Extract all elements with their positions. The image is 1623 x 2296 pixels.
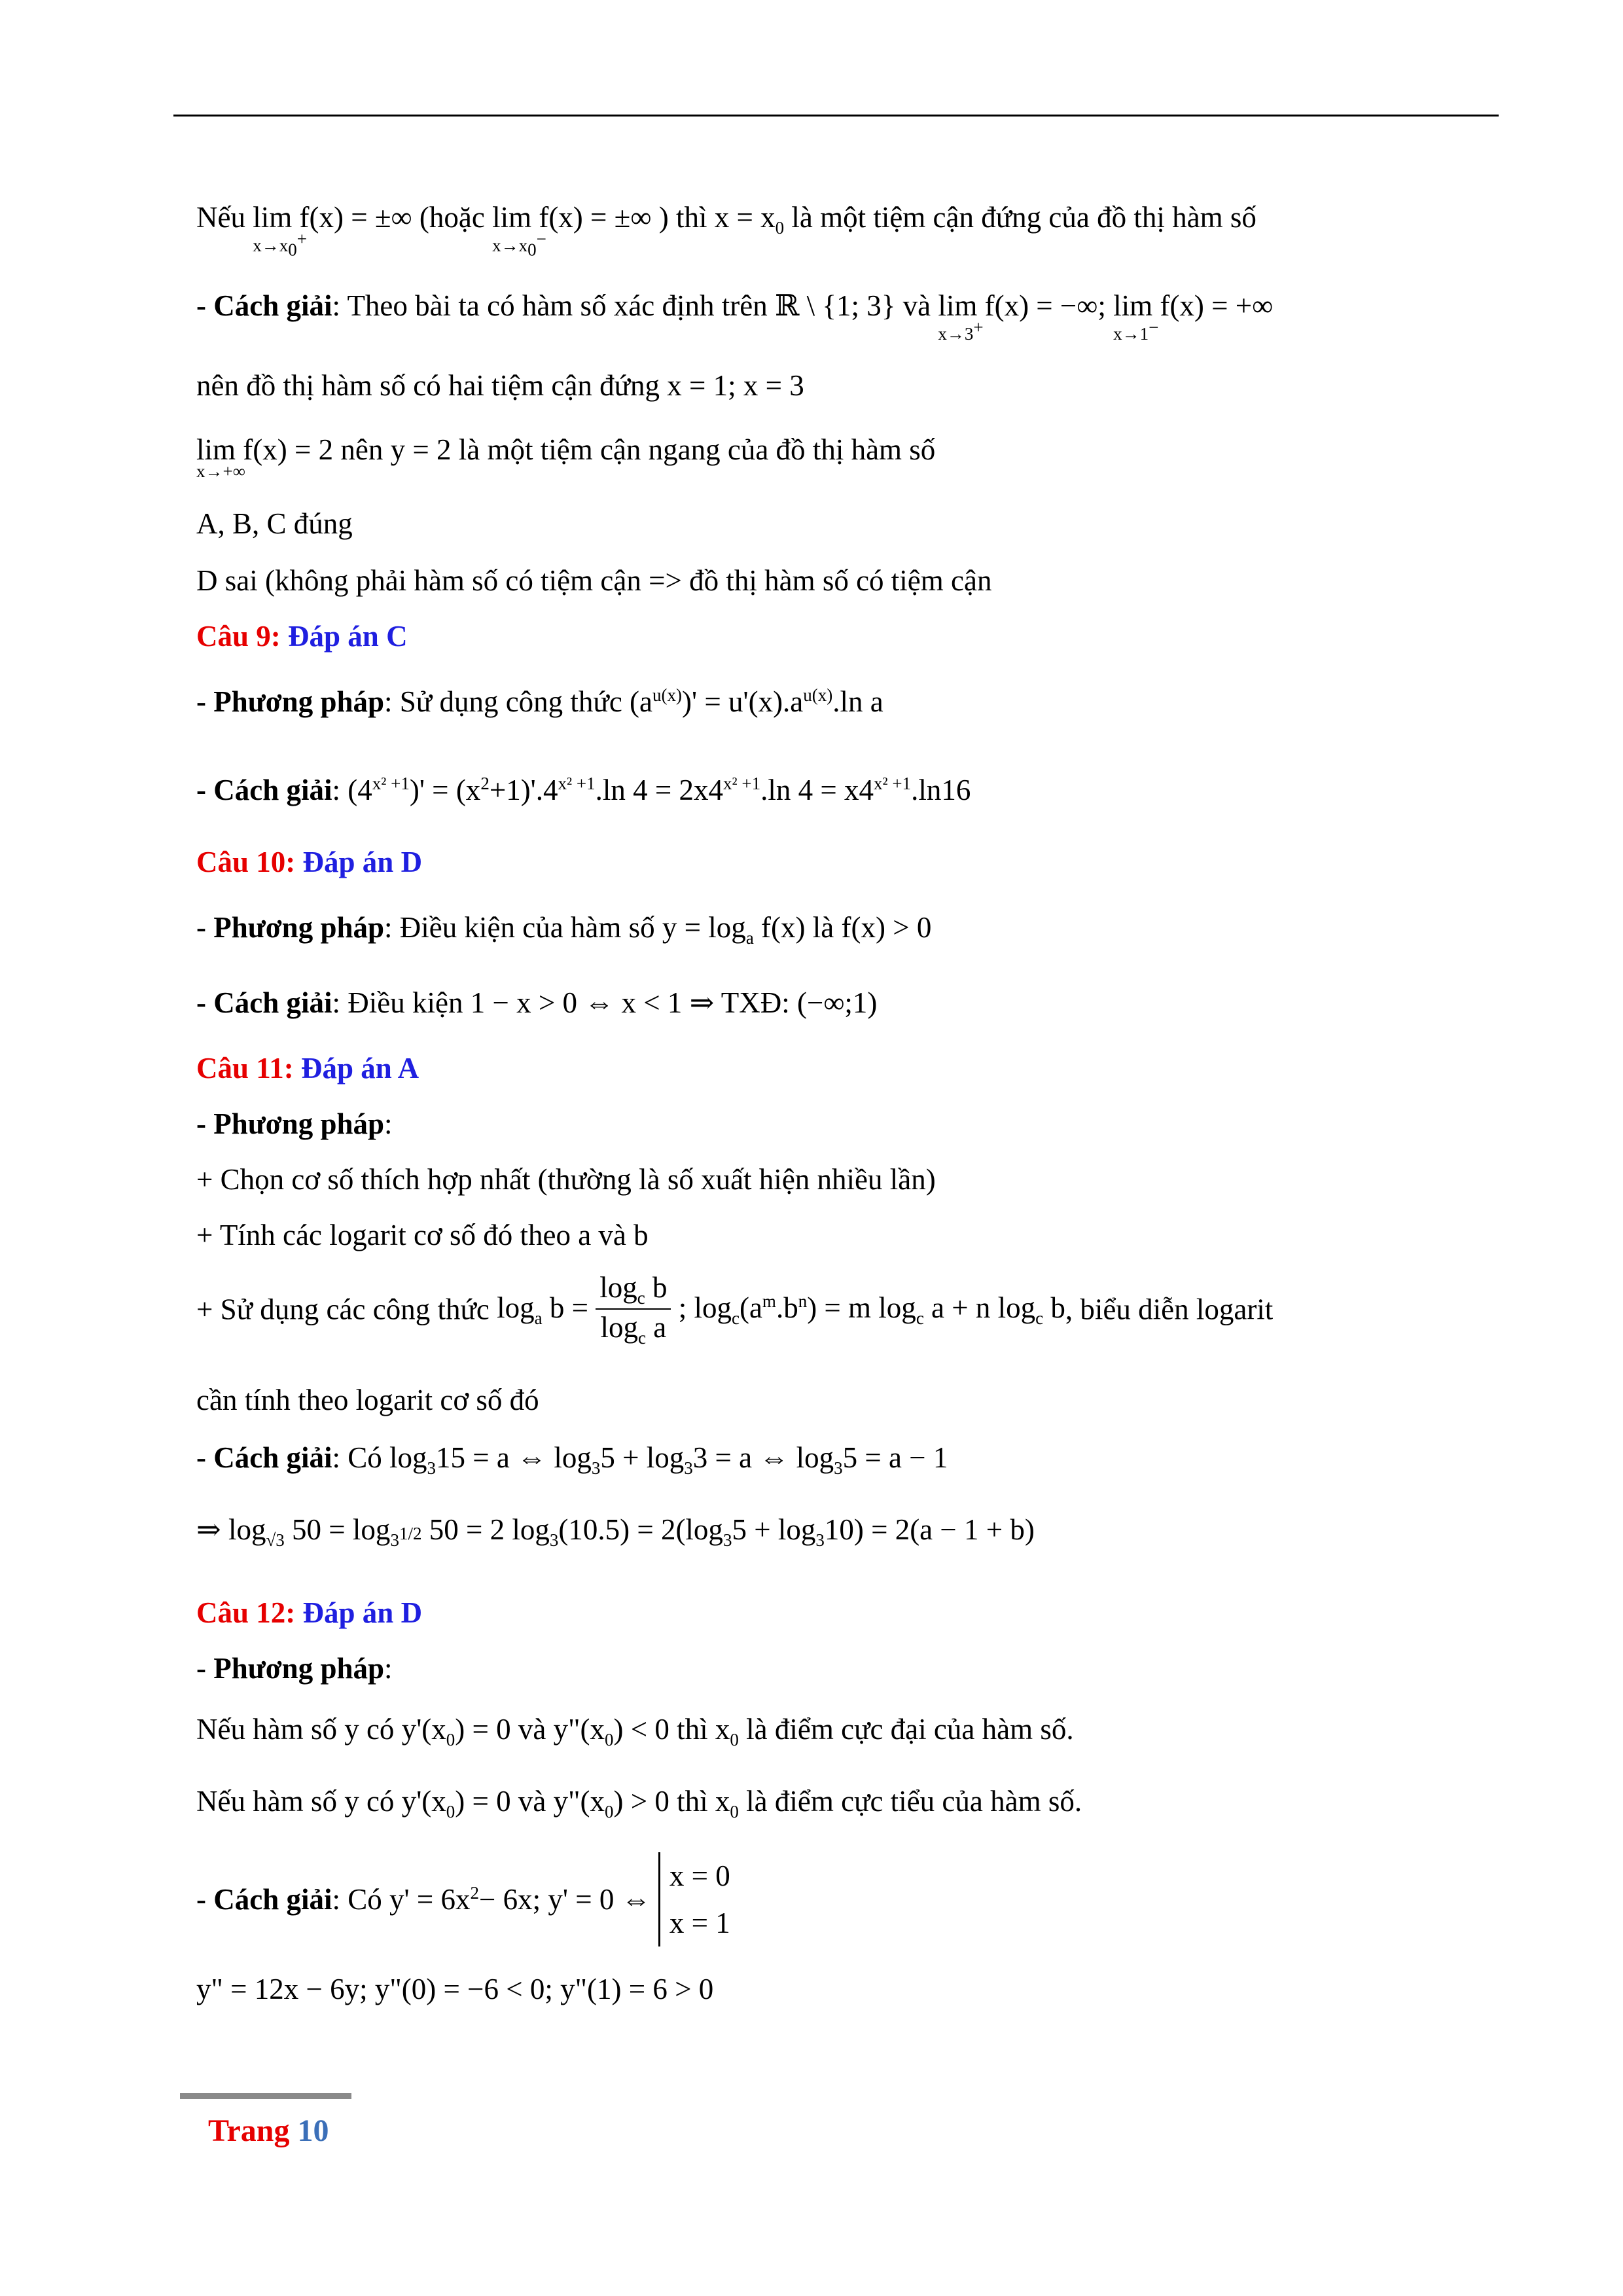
question-11-heading: Câu 11: Đáp án A <box>196 1052 419 1085</box>
label-cach-giai: - Cách giải <box>196 1441 332 1474</box>
text: , biểu diễn logarit <box>1065 1293 1274 1326</box>
line-q11-solution: - Cách giải: Có $\log_315 = a$ ⇔ $\log_35 + \log_33 = a$ ⇔ $\log_35 = a - 1$ <box>196 1441 948 1478</box>
limit: lim $x\to x_0^+$ <box>253 201 307 260</box>
line-q9-solution: - Cách giải: $(4^{x^2 +1})' = (x^2+1)'.4^{x^2 +1}.\ln$ $4 = 2x4^{x^2 +1}.\ln$ $4 = x4^{x^2 +1}.\ln 16$ <box>196 774 971 806</box>
label-phuong-phap: - Phương pháp <box>196 1107 385 1140</box>
math: 1 − x > 0 ⇔ x < 1 ⇒ TXĐ: (−∞;1) <box>470 986 878 1019</box>
math: $y = \log_a f(x)$ <box>662 911 806 948</box>
line-local-min-condition: Nếu hàm số y có $y'(x_0) = 0$ và $y"(x_0) > 0$ thì $x_0$ là điểm cực tiểu của hàm số. <box>196 1785 1082 1821</box>
fraction-change-of-base: $\frac{\log_c b}{\log_c a}$ <box>596 1270 671 1349</box>
math: ℝ \ {1; 3} <box>774 289 896 322</box>
line-q10-solution: - Cách giải: Điều kiện 1 − x > 0 ⇔ x < 1 ⇒ TXĐ: (−∞;1) <box>196 986 878 1019</box>
footer-bar <box>180 2093 351 2099</box>
text: ) thì <box>658 201 707 234</box>
text: (hoặc <box>419 201 485 234</box>
limit: lim x→3+ <box>938 289 984 344</box>
math: f(x) = −∞; <box>984 289 1106 322</box>
math: $x = x_0$ <box>714 201 785 238</box>
label-cach-giai: - Cách giải <box>196 986 332 1019</box>
math-formula: $\log_a b$ = <box>497 1291 588 1328</box>
math-formula: ⇒ $\log_{√3} 50 = \log_{3^{1/2}} 50 = 2$ $\log_3(10.5) = 2(\log_35 + \log_310) = 2(a - 1 + b)$ <box>196 1513 1035 1550</box>
math-formula: ; $\log_c(a^m.b^n) = m$ $\log_c a + n$ $\log_c b$ <box>678 1291 1065 1328</box>
math-formula: $(4^{x^2 +1})' = (x^2+1)'.4^{x^2 +1}.\ln$ $4 = 2x4^{x^2 +1}.\ln$ $4 = x4^{x^2 +1}.\ln 16$ <box>348 774 971 806</box>
math: $y"(x_0) > 0$ <box>553 1785 669 1821</box>
math: f(x) = 2 <box>243 433 334 466</box>
line-use-formulas <box>196 1270 1273 1349</box>
text: nên đồ thị hàm số có hai tiệm cận đứng <box>196 369 660 402</box>
line-choose-base: + Chọn cơ số thích hợp nhất (thường là số xuất hiện nhiều lần) <box>196 1163 936 1196</box>
label-phuong-phap: - Phương pháp <box>196 911 385 944</box>
line-in-that-base: cần tính theo logarit cơ số đó <box>196 1384 539 1416</box>
math-formula: $\log_315 = a$ ⇔ $\log_35 + \log_33 = a$ ⇔ $\log_35 = a - 1$ <box>389 1441 948 1478</box>
line-q9-method <box>196 684 883 719</box>
equation-system: x = 0 x = 1 <box>658 1852 730 1946</box>
question-10-heading: Câu 10: Đáp án D <box>196 846 423 878</box>
text: và <box>902 289 931 322</box>
math: $y'(x_0) = 0$ <box>401 1713 511 1749</box>
line-horizontal-asymptote <box>196 432 935 487</box>
math: f(x) = ±∞ <box>299 201 412 234</box>
question-9-heading: Câu 9: Đáp án C <box>196 620 408 653</box>
header-rule <box>173 115 1499 117</box>
label-phuong-phap: - Phương pháp <box>196 1652 385 1685</box>
math: f(x) = +∞ <box>1160 289 1274 322</box>
page-number: Trang 10 <box>208 2113 329 2148</box>
line-second-derivative <box>196 1971 713 2007</box>
math: f(x) > 0 <box>841 911 932 944</box>
line-q12-solution: - Cách giải: Có $y' = 6x^2- 6x$; y' = 0 ⇔ x = 0 x = 1 <box>196 1852 730 1946</box>
math: x = 1; x = 3 <box>667 369 804 402</box>
label-cach-giai: - Cách giải <box>196 289 332 322</box>
math: $y'(x_0) = 0$ <box>401 1785 511 1821</box>
math-formula: $(a^{u(x)})' = u'(x).a^{u(x)}.\ln$ a <box>630 685 883 718</box>
line-local-max-condition: Nếu hàm số y có $y'(x_0) = 0$ và $y"(x_0) < 0$ thì $x_0$ là điểm cực đại của hàm số. <box>196 1713 1074 1749</box>
label-phuong-phap: - Phương pháp <box>196 685 385 718</box>
text: nên <box>340 433 383 466</box>
line-d-wrong: D sai (không phải hàm số có tiệm cận => đồ thị hàm số có tiệm cận <box>196 564 992 597</box>
line-q11-result <box>196 1512 1035 1551</box>
line-abc-correct: A, B, C đúng <box>196 507 353 540</box>
text: + Sử dụng các công thức <box>196 1293 490 1326</box>
limit: lim x→+∞ <box>196 433 245 481</box>
line-two-vertical-asymptotes <box>196 368 804 403</box>
text: là một tiệm cận ngang của đồ thị hàm số <box>458 433 936 466</box>
question-12-heading: Câu 12: Đáp án D <box>196 1596 423 1629</box>
limit: lim $x\to x_0^-$ <box>492 201 546 260</box>
label-cach-giai: - Cách giải <box>196 774 332 806</box>
line-vertical-asymptote-definition <box>196 200 1257 260</box>
line-q11-method: - Phương pháp: <box>196 1107 393 1140</box>
math-formula: $y' = 6x^2- 6x$; y' = 0 ⇔ <box>389 1883 651 1916</box>
line-q12-method: - Phương pháp: <box>196 1652 393 1685</box>
line-compute-logs: + Tính các logarit cơ số đó theo a và b <box>196 1219 649 1251</box>
math: y" = 12x − 6y; y"(0) = −6 < 0; y"(1) = 6 > 0 <box>196 1973 714 2005</box>
math: $y"(x_0) < 0$ <box>553 1713 669 1749</box>
limit: lim x→1− <box>1113 289 1159 344</box>
text: : Sử dụng công thức <box>384 685 622 718</box>
line-q10-method: - Phương pháp: Điều kiện của hàm số $y = \log_a f(x)$ là f(x) > 0 <box>196 911 932 948</box>
text: Nếu <box>196 201 245 234</box>
label-cach-giai: - Cách giải <box>196 1883 332 1916</box>
text: : Theo bài ta có hàm số xác định trên <box>332 289 768 322</box>
math: f(x) = ±∞ <box>539 201 652 234</box>
line-solution-domain <box>196 288 1273 343</box>
text: là một tiệm cận đứng của đồ thị hàm số <box>791 201 1257 234</box>
math: y = 2 <box>390 433 452 466</box>
